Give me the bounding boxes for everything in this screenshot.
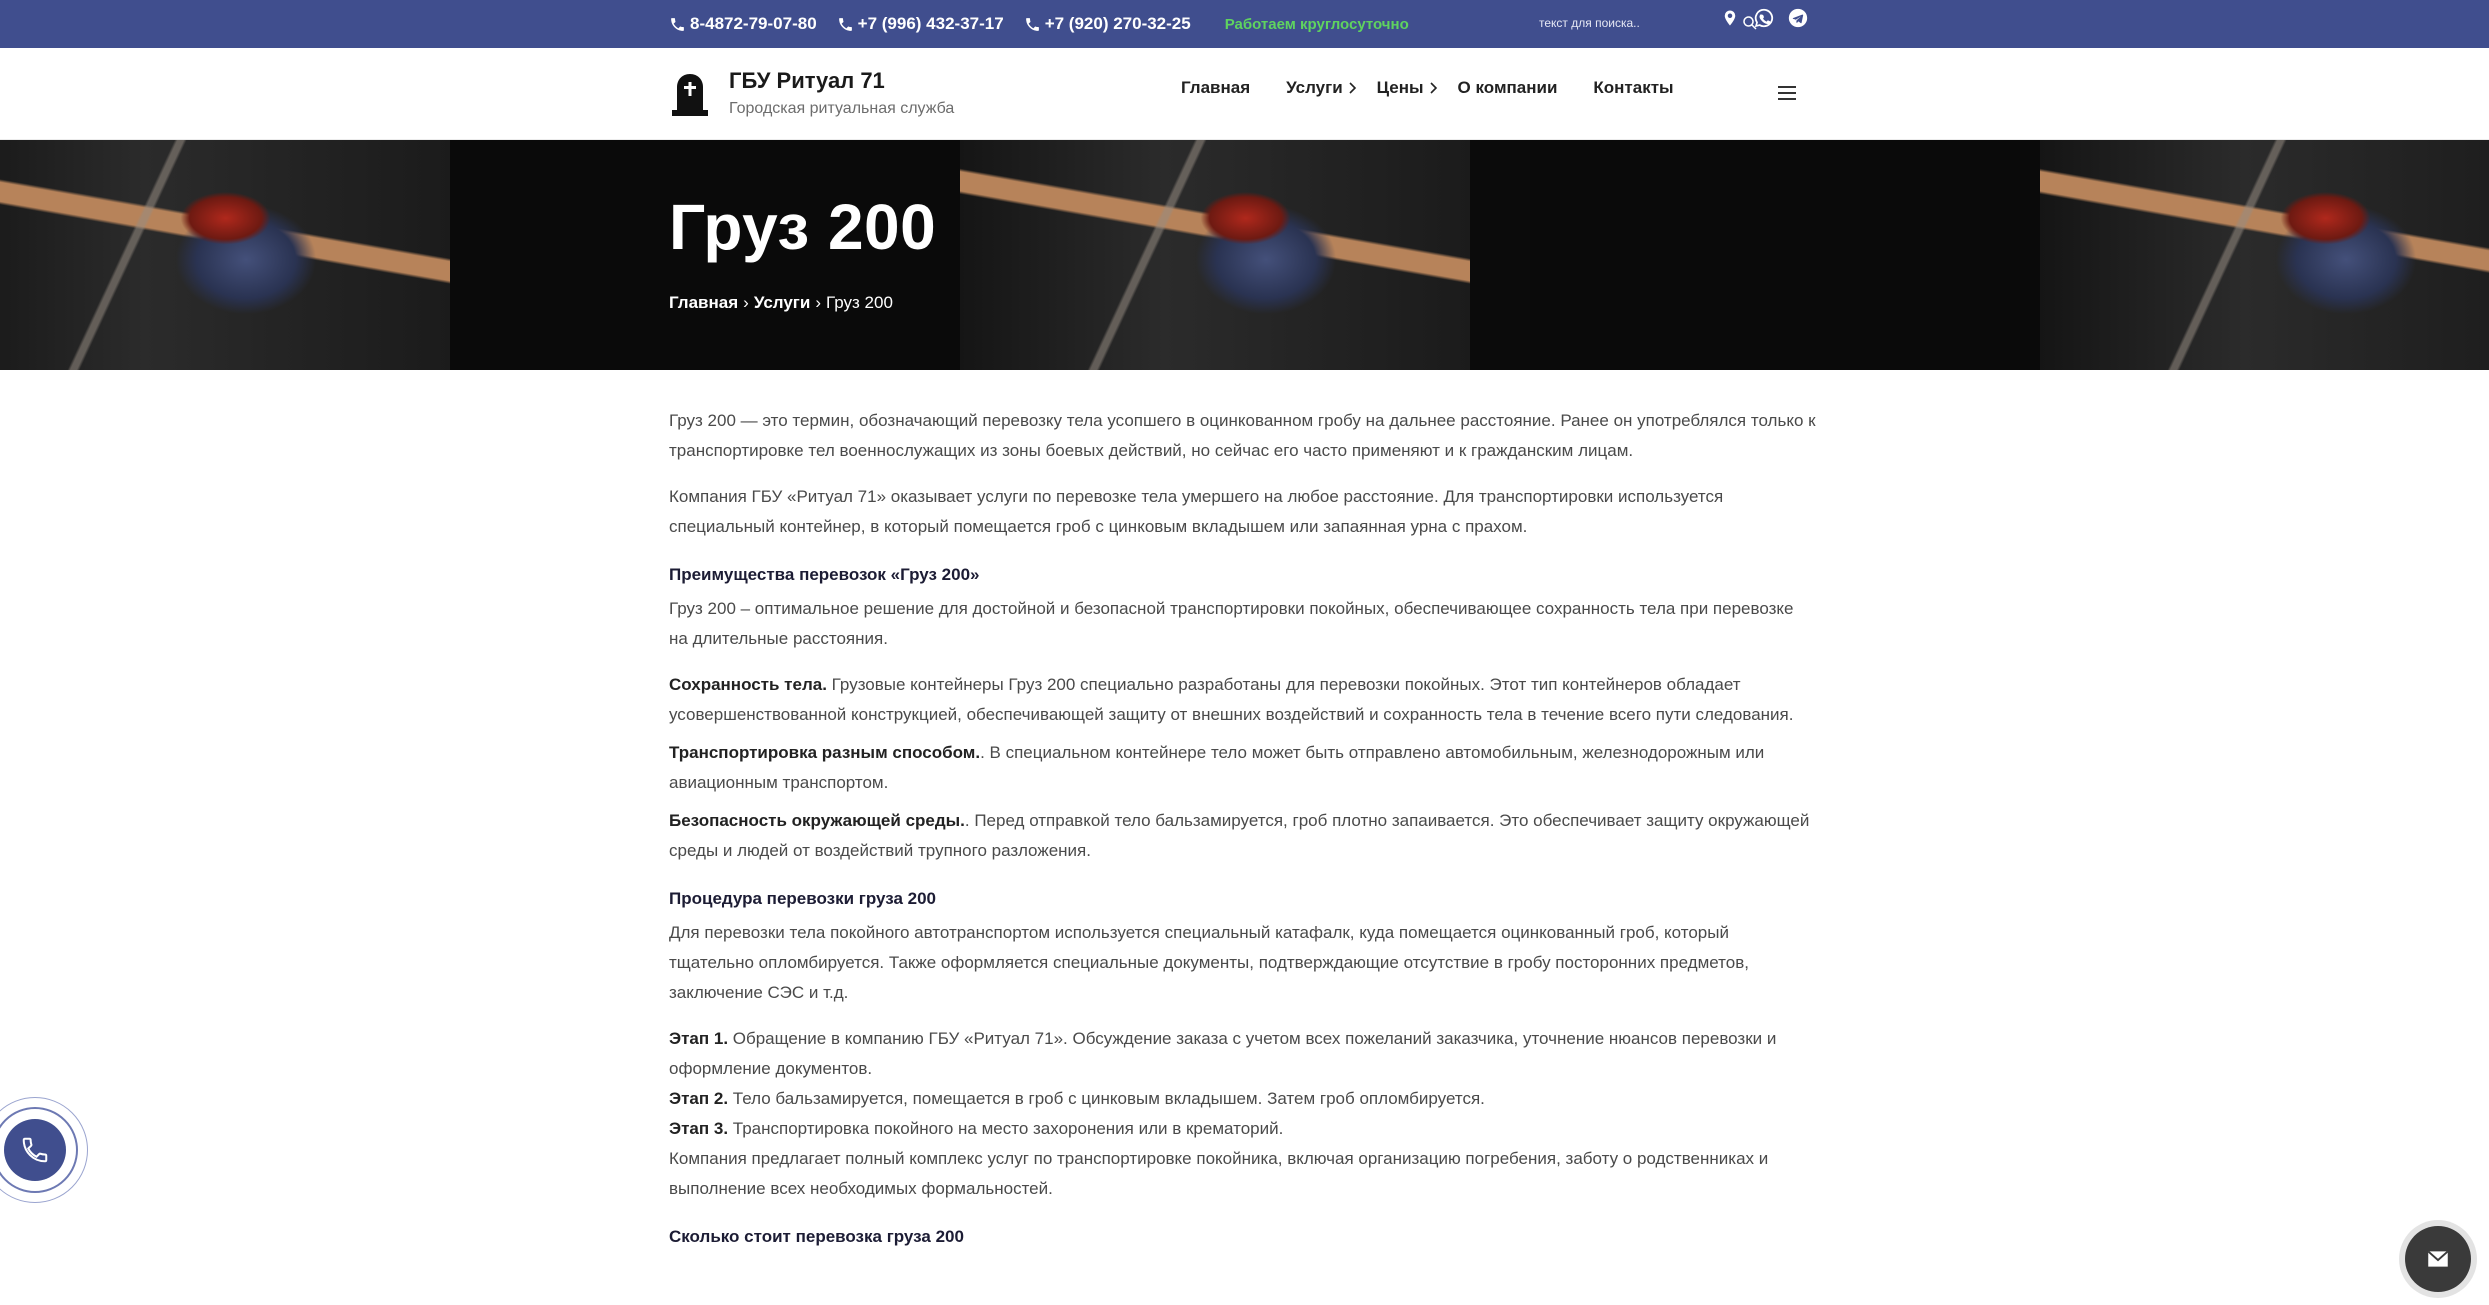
step-item	[669, 1084, 1817, 1114]
phone-icon	[669, 16, 686, 33]
page-hero	[0, 140, 2489, 370]
step-text: Обращение в компанию ГБУ «Ритуал 71». Обсуждение заказа с учетом всех пожеланий заказчика, уточнение нюансов перевозки и оформление документов.	[669, 1029, 1777, 1078]
nav-item-prices[interactable]	[1377, 78, 1438, 98]
phone-number: 8-4872-79-07-80	[690, 14, 817, 33]
phone-icon	[1024, 16, 1041, 33]
hero-background-image	[0, 140, 450, 370]
whatsapp-icon[interactable]	[1753, 7, 1775, 29]
envelope-icon	[2425, 1246, 2451, 1272]
menu-icon[interactable]	[1778, 86, 1796, 100]
benefit-title: Сохранность тела.	[669, 675, 827, 694]
breadcrumb	[669, 293, 893, 313]
page-title: Груз 200	[669, 191, 937, 263]
breadcrumb-services[interactable]: Услуги	[753, 293, 811, 312]
phone-icon	[20, 1135, 50, 1165]
nav-item-about[interactable]	[1458, 78, 1558, 98]
site-header	[0, 48, 2489, 140]
step-item	[669, 1024, 1817, 1084]
step-text: Транспортировка покойного на место захоронения или в крематорий.	[728, 1119, 1284, 1138]
step-text: Тело бальзамируется, помещается в гроб с цинковым вкладышем. Затем гроб опломбируется.	[728, 1089, 1485, 1108]
benefit-text: Грузовые контейнеры Груз 200 специально разработаны для перевозки покойных. Этот тип контейнеров обладает усовершенствованной конструкцией, обеспечивающей защиту от внешних воздействий и сохранность тела в течение всего пути следования.	[669, 675, 1794, 724]
breadcrumb-separator: ›	[743, 293, 749, 312]
search-input[interactable]	[1539, 10, 1699, 36]
telegram-icon[interactable]	[1787, 7, 1809, 29]
hero-background-image	[1530, 140, 2040, 370]
nav-label: Услуги	[1286, 78, 1343, 97]
nav-label: Цены	[1376, 78, 1424, 97]
benefits-heading: Преимущества перевозок «Груз 200»	[669, 565, 980, 584]
breadcrumb-home[interactable]: Главная	[669, 293, 739, 312]
nav-item-services[interactable]	[1286, 78, 1357, 98]
breadcrumb-separator: ›	[815, 293, 822, 312]
social-links	[1719, 7, 1809, 29]
step-title: Этап 1.	[669, 1029, 729, 1048]
breadcrumb-current: Груз 200	[826, 293, 893, 312]
chevron-right-icon	[1349, 82, 1357, 94]
step-title: Этап 3.	[669, 1119, 729, 1138]
working-hours: Работаем круглосуточно	[1224, 15, 1409, 33]
phone-number: +7 (920) 270-32-25	[1044, 14, 1191, 33]
main-nav	[1181, 78, 1710, 98]
phone-link-2[interactable]	[837, 14, 1004, 34]
nav-label: Главная	[1181, 78, 1251, 97]
summary-paragraph: Компания предлагает полный комплекс услуг по транспортировке покойника, включая организацию погребения, заботу о родственниках и выполнение всех необходимых формальностей.	[669, 1149, 1769, 1198]
phone-icon	[837, 16, 854, 33]
step-title: Этап 2.	[669, 1089, 729, 1108]
nav-item-contacts[interactable]	[1593, 78, 1673, 98]
procedure-heading: Процедура перевозки груза 200	[669, 889, 937, 908]
callback-button[interactable]	[0, 1097, 90, 1207]
phone-link-3[interactable]	[1024, 14, 1191, 34]
location-icon[interactable]	[1719, 7, 1741, 29]
phone-link-1[interactable]	[669, 14, 817, 34]
intro-paragraph: Груз 200 — это термин, обозначающий перевозку тела усопшего в оцинкованном гробу на дальнее расстояние. Ранее он употреблялся только к транспортировке тел военнослужащих из зоны боевых действий, но сейчас его часто применяют и к гражданским лицам.	[669, 411, 1816, 460]
nav-label: О компании	[1457, 78, 1558, 97]
step-item	[669, 1114, 1817, 1144]
benefits-paragraph: Груз 200 – оптимальное решение для достойной и безопасной транспортировки покойных, обеспечивающее сохранность тела при перевозке на длительные расстояния.	[669, 599, 1794, 648]
benefit-title: Безопасность окружающей среды.	[669, 811, 965, 830]
chevron-right-icon	[1430, 82, 1438, 94]
brand-tagline: Городская ритуальная служба	[729, 100, 955, 117]
logo-icon[interactable]	[669, 72, 711, 118]
phone-number: +7 (996) 432-37-17	[857, 14, 1004, 33]
benefit-text: . Перед отправкой тело бальзамируется, гроб плотно запаивается. Это обеспечивает защиту окружающей среды и людей от воздействий трупного разложения.	[669, 811, 1810, 860]
callback-core[interactable]	[4, 1119, 66, 1181]
nav-label: Контакты	[1593, 78, 1674, 97]
benefit-item	[669, 670, 1817, 730]
benefit-title: Транспортировка разным способом.	[669, 743, 981, 762]
hero-background-image	[960, 140, 1470, 370]
nav-item-home[interactable]	[1181, 78, 1250, 98]
benefit-item	[669, 806, 1817, 866]
price-heading: Сколько стоит перевозка груза 200	[669, 1227, 964, 1246]
hero-background-image	[2040, 140, 2489, 370]
benefit-text: . В специальном контейнере тело может быть отправлено автомобильным, железнодорожным или авиационным транспортом.	[669, 743, 1765, 792]
company-paragraph: Компания ГБУ «Ритуал 71» оказывает услуги по перевозке тела умершего на любое расстояние. Для транспортировки используется специальный контейнер, в который помещается гроб с цинковым вкладышем или запаянная урна с прахом.	[669, 487, 1724, 536]
benefit-item	[669, 738, 1817, 798]
procedure-paragraph: Для перевозки тела покойного автотранспортом используется специальный катафалк, куда помещается оцинкованный гроб, который тщательно опломбируется. Также оформляется специальные документы, подтверждающие отсутствие в гробу посторонних предметов, заключение СЭС и т.д.	[669, 923, 1749, 1002]
article-content	[669, 406, 1817, 1252]
brand-name[interactable]: ГБУ Ритуал 71	[729, 68, 885, 93]
top-bar	[0, 0, 2489, 48]
message-button[interactable]	[2405, 1226, 2471, 1292]
